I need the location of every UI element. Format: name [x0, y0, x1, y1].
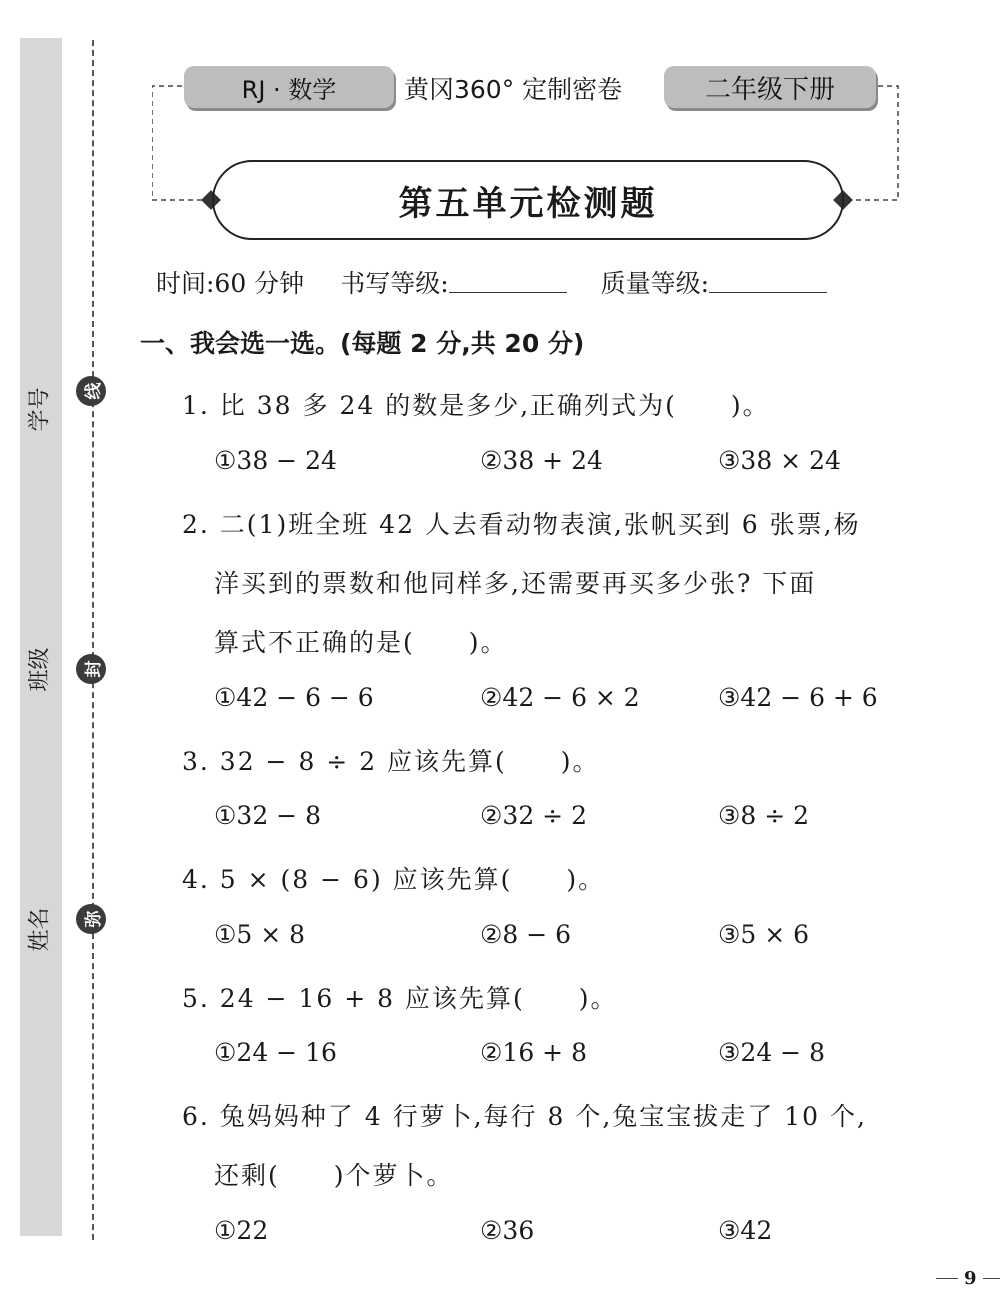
student-id-label: 学号 — [27, 387, 53, 432]
seal-seal-badge: 封 — [76, 654, 106, 684]
page-number-value: 9 — [964, 1268, 977, 1289]
q2-option-2[interactable]: ②42 − 6 × 2 — [480, 683, 640, 712]
q4-option-1[interactable]: ①5 × 8 — [214, 920, 306, 949]
page-title: 第五单元检测题 — [212, 160, 844, 240]
binding-strip — [20, 38, 62, 1236]
q3-option-1[interactable]: ①32 − 8 — [214, 801, 321, 830]
exam-meta — [156, 264, 916, 300]
q6-option-3[interactable]: ③42 — [718, 1216, 773, 1245]
name-label: 姓名 — [27, 907, 53, 952]
class-label: 班级 — [27, 647, 53, 692]
q3-option-3[interactable]: ③8 ÷ 2 — [718, 801, 810, 830]
question-3-text: 3. 32 − 8 ÷ 2 应该先算( )。 — [182, 747, 600, 776]
series-pill — [184, 66, 394, 108]
series-label: RJ · 数学 — [241, 75, 337, 104]
brand-title: 黄冈360° 定制密卷 — [404, 75, 623, 104]
question-2-text-line-2: 洋买到的票数和他同样多,还需要再买多少张? 下面 — [214, 569, 817, 598]
q1-option-3[interactable]: ③38 × 24 — [718, 446, 841, 475]
section-heading: 一、我会选一选。(每题 2 分,共 20 分) — [140, 329, 585, 358]
q2-option-1[interactable]: ①42 − 6 − 6 — [214, 683, 374, 712]
class-field[interactable] — [23, 646, 54, 690]
q6-option-1[interactable]: ①22 — [214, 1216, 269, 1245]
seal-mark-badge: 弥 — [76, 904, 106, 934]
q1-option-1[interactable]: ①38 − 24 — [214, 446, 337, 475]
question-1-text: 1. 比 38 多 24 的数是多少,正确列式为( )。 — [182, 391, 770, 420]
page-number — [930, 1268, 1000, 1289]
question-5-text: 5. 24 − 16 + 8 应该先算( )。 — [182, 984, 618, 1013]
q5-option-1[interactable]: ①24 − 16 — [214, 1038, 337, 1067]
q4-option-3[interactable]: ③5 × 6 — [718, 920, 810, 949]
writing-grade-blank[interactable] — [449, 264, 567, 293]
question-4-text: 4. 5 × (8 − 6) 应该先算( )。 — [182, 865, 606, 894]
q3-option-2[interactable]: ②32 ÷ 2 — [480, 801, 587, 830]
q5-option-3[interactable]: ③24 − 8 — [718, 1038, 825, 1067]
question-2-text: 2. 二(1)班全班 42 人去看动物表演,张帆买到 6 张票,杨 — [182, 510, 861, 539]
time-limit: 时间:60 分钟 — [156, 269, 305, 298]
question-6-text: 6. 兔妈妈种了 4 行萝卜,每行 8 个,兔宝宝拔走了 10 个, — [182, 1102, 867, 1131]
question-6-text-line-2: 还剩( )个萝卜。 — [214, 1161, 454, 1190]
q4-option-2[interactable]: ②8 − 6 — [480, 920, 572, 949]
binding-dashed-line — [92, 40, 94, 1240]
grade-label: 二年级下册 — [704, 74, 835, 105]
student-id-field[interactable] — [23, 386, 54, 430]
q5-option-2[interactable]: ②16 + 8 — [480, 1038, 587, 1067]
q6-option-2[interactable]: ②36 — [480, 1216, 535, 1245]
page-number-dash-left — [936, 1278, 958, 1279]
question-2-text-line-3: 算式不正确的是( )。 — [214, 628, 508, 657]
name-field[interactable] — [23, 906, 54, 950]
q2-option-3[interactable]: ③42 − 6 + 6 — [718, 683, 878, 712]
page-number-dash-right — [983, 1278, 1000, 1279]
q1-option-2[interactable]: ②38 + 24 — [480, 446, 603, 475]
quality-grade-blank[interactable] — [709, 264, 827, 293]
quality-grade-label: 质量等级: — [600, 269, 710, 298]
grade-pill — [664, 66, 876, 108]
seal-line-badge: 线 — [76, 376, 106, 406]
writing-grade-label: 书写等级: — [340, 269, 449, 298]
